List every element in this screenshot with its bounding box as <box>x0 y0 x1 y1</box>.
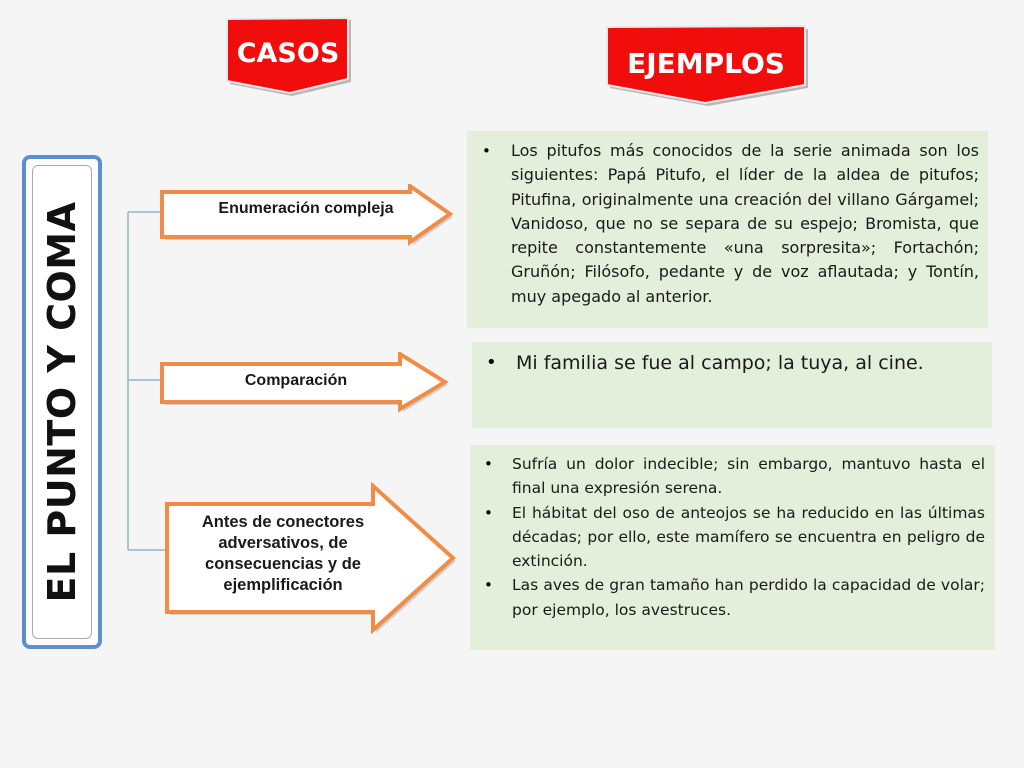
example-text: El hábitat del oso de anteojos se ha reducido en las últimas décadas; por ello, este mamífero se encuentra en peligro de extinción. <box>512 503 985 571</box>
casos-header-label: CASOS <box>236 38 340 69</box>
example-box-conectores <box>470 445 995 650</box>
example-list <box>482 350 932 376</box>
bullet: • <box>482 142 491 160</box>
bullet: • <box>484 503 493 522</box>
list-item <box>482 350 932 376</box>
bullet: • <box>486 352 497 373</box>
title-box <box>22 155 102 649</box>
example-text: Sufría un dolor indecible; sin embargo, mantuvo hasta el final una expresión serena. <box>512 455 985 498</box>
bullet: • <box>484 455 493 473</box>
page-title: EL PUNTO Y COMA <box>40 201 84 603</box>
example-list <box>479 139 979 309</box>
example-text: Mi familia se fue al campo; la tuya, al cine. <box>516 352 924 374</box>
example-text: Los pitufos más conocidos de la serie animada son los siguientes: Papá Pitufo, el líder de la aldea de pitufos; Pitufina, originalmente una creación del villano Gárgamel; Vanidoso, que no se separa de su espejo; Bromista, que repite constantemente «una sorpresita»; Fortachón; Gruñón; Filósofo, pedante y de voz aflautada; y Tontín, muy apegado al anterior. <box>511 141 979 306</box>
case-label-enumeracion: Enumeración compleja <box>218 200 394 217</box>
casos-header <box>224 18 354 98</box>
list-item <box>482 452 985 501</box>
case-label-conectores: Antes de conectores adversativos, de consecuencias y de ejemplificación <box>201 513 365 594</box>
list-item <box>482 573 985 622</box>
bullet: • <box>484 576 493 595</box>
ejemplos-header-label: EJEMPLOS <box>627 47 785 80</box>
example-box-enumeracion <box>467 131 988 328</box>
example-list <box>482 452 985 622</box>
example-text: Las aves de gran tamaño han perdido la capacidad de volar; por ejemplo, los avestruces. <box>512 576 985 619</box>
ejemplos-header <box>604 26 810 108</box>
list-item <box>482 501 985 574</box>
list-item <box>479 139 979 309</box>
example-box-comparacion <box>472 342 992 428</box>
title-inner-frame <box>32 165 92 639</box>
case-label-comparacion: Comparación <box>244 372 348 389</box>
